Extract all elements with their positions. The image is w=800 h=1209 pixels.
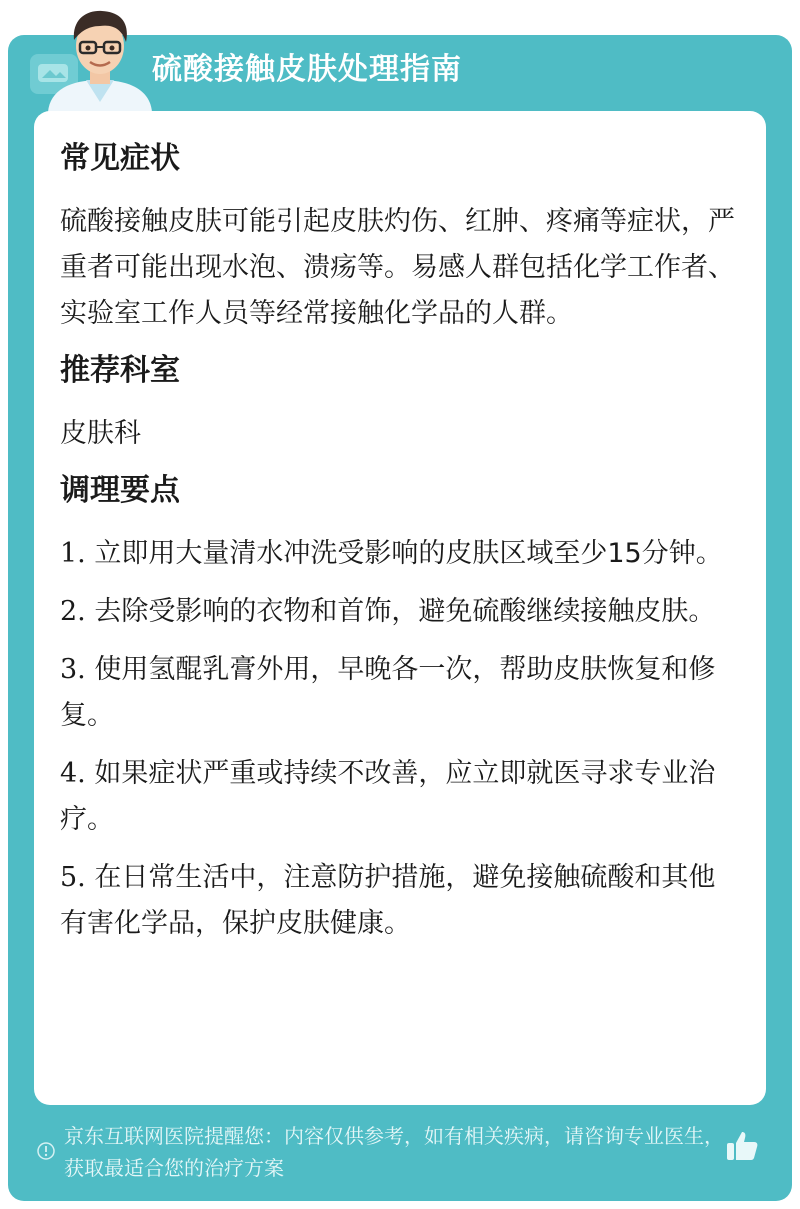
care-item-number: 2. [60, 596, 86, 627]
doctor-avatar-icon [40, 6, 160, 112]
thumbs-up-icon[interactable] [724, 1128, 760, 1164]
section-heading-symptoms: 常见症状 [60, 141, 180, 176]
care-item-number: 5. [60, 862, 86, 893]
care-item-number: 4. [60, 758, 86, 789]
care-item-number: 1. [60, 538, 86, 569]
care-item-number: 3. [60, 654, 86, 685]
department-text: 皮肤科 [60, 418, 141, 449]
care-item-text: 在日常生活中，注意防护措施，避免接触硫酸和其他有害化学品，保护皮肤健康。 [60, 862, 716, 939]
disclaimer-text: 京东互联网医院提醒您：内容仅供参考，如有相关疾病，请咨询专业医生，获取最适合您的治疗方案 [64, 1124, 724, 1180]
symptoms-text: 硫酸接触皮肤可能引起皮肤灼伤、红肿、疼痛等症状，严重者可能出现水泡、溃疡等。易感人群包括化学工作者、实验室工作人员等经常接触化学品的人群。 [60, 206, 735, 329]
section-heading-department: 推荐科室 [60, 353, 180, 388]
care-item [60, 647, 740, 739]
section-heading-care: 调理要点 [60, 473, 180, 508]
care-item-text: 立即用大量清水冲洗受影响的皮肤区域至少15分钟。 [94, 538, 723, 569]
care-item-text: 如果症状严重或持续不改善，应立即就医寻求专业治疗。 [60, 758, 716, 835]
care-item [60, 589, 740, 635]
content-card [34, 111, 766, 1105]
care-item [60, 531, 740, 577]
care-item [60, 855, 740, 947]
care-item-text: 去除受影响的衣物和首饰，避免硫酸继续接触皮肤。 [94, 596, 716, 627]
page-title: 硫酸接触皮肤处理指南 [152, 52, 462, 87]
care-item-text: 使用氢醌乳膏外用，早晚各一次，帮助皮肤恢复和修复。 [60, 654, 716, 731]
care-item [60, 751, 740, 843]
